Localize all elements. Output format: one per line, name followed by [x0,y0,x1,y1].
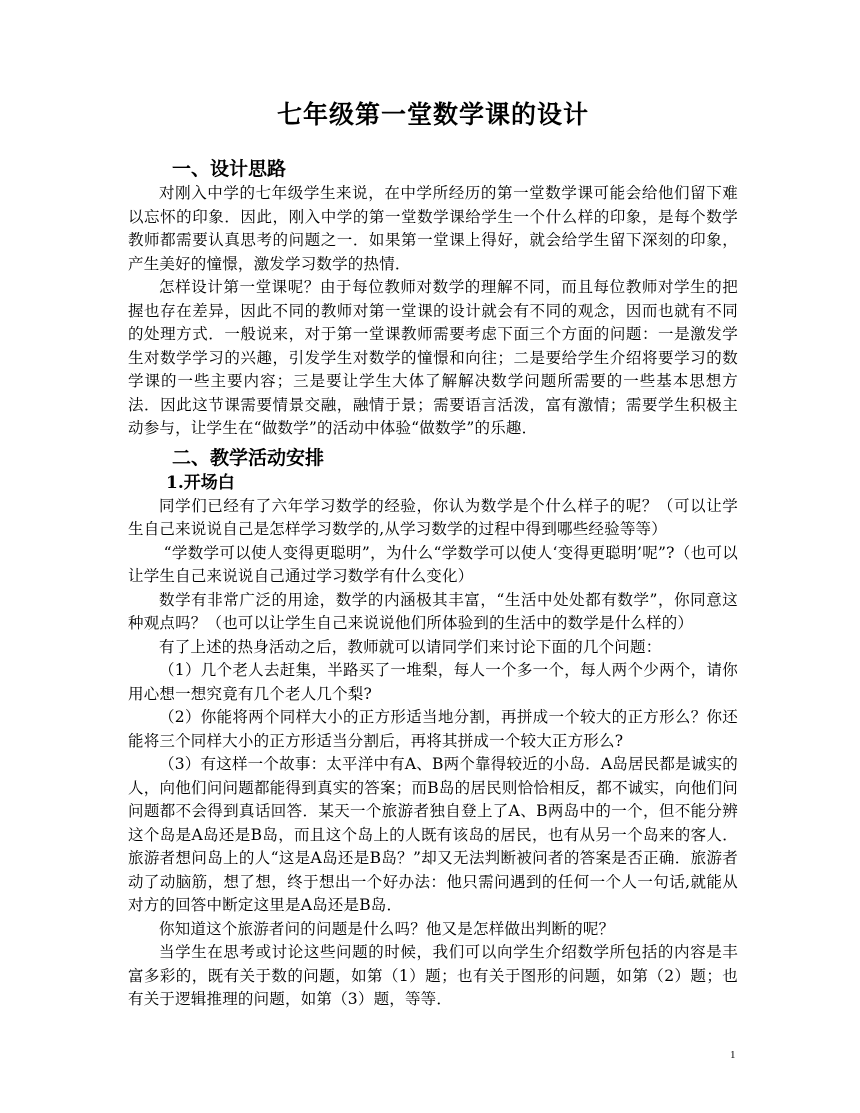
page-number: 1 [730,1049,736,1061]
paragraph: 数学有非常广泛的用途，数学的内涵极其丰富，“生活中处处都有数学”，你同意这种观点吗？（也可以让学生自己来说说他们所体验到的生活中的数学是什么样的） [128,590,738,632]
paragraph: 同学们已经有了六年学习数学的经验，你认为数学是个什么样子的呢？（可以让学生自己来说说自己是怎样学习数学的,从学习数学的过程中得到哪些经验等等） [128,496,738,538]
paragraph: 你知道这个旅游者问的问题是什么吗？他又是怎样做出判断的呢？ [159,919,615,938]
page-content [128,98,738,1012]
subsection-heading-opening: 1.开场白 [166,472,235,493]
question-1: （1）几个老人去赶集，半路买了一堆梨，每人一个多一个，每人两个少两个，请你用心想一想究竟有几个老人几个梨? [128,661,738,703]
question-3: （3）有这样一个故事：太平洋中有A、B两个靠得较近的小岛．A岛居民都是诚实的人，向他们问问题都能得到真实的答案；而B岛的居民则恰恰相反，都不诚实，向他们问问题都不会得到真话回答．某天一个旅游者独自登上了A、B两岛中的一个，但不能分辨这个岛是A岛还是B岛，而且这个岛上的人既有该岛的居民，也有从另一个岛来的客人．旅游者想问岛上的人“这是A岛还是B岛？”却又无法判断被问者的答案是否正确．旅游者动了动脑筋，想了想，终于想出一个好办法：他只需问遇到的任何一个人一句话,就能从对方的回答中断定这里是A岛还是B岛． [128,755,738,914]
paragraph: 当学生在思考或讨论这些问题的时候，我们可以向学生介绍数学所包括的内容是丰富多彩的，既有关于数的问题，如第（1）题；也有关于图形的问题，如第（2）题；也有关于逻辑推理的问题，如第（3）题，等等． [128,943,738,1008]
paragraph: 对刚入中学的七年级学生来说，在中学所经历的第一堂数学课可能会给他们留下难以忘怀的印象．因此，刚入中学的第一堂数学课给学生一个什么样的印象，是每个数学教师都需要认真思考的问题之一．如果第一堂课上得好，就会给学生留下深刻的印象，产生美好的憧憬，激发学习数学的热情． [128,184,738,273]
question-2: （2）你能将两个同样大小的正方形适当地分割，再拼成一个较大的正方形么？你还能将三个同样大小的正方形适当分割后，再将其拼成一个较大正方形么? [128,708,738,750]
paragraph: “学数学可以使人变得更聪明”，为什么“学数学可以使人‘变得更聪明’呢”?（也可以让学生自己来说说自己通过学习数学有什么变化） [128,543,738,585]
paragraph: 怎样设计第一堂课呢？由于每位教师对数学的理解不同，而且每位教师对学生的把握也存在差异，因此不同的教师对第一堂课的设计就会有不同的观念，因而也就有不同的处理方式．一般说来，对于第一堂课教师需要考虑下面三个方面的问题：一是激发学生对数学学习的兴趣，引发学生对数学的憧憬和向往；二是要给学生介绍将要学习的数学课的一些主要内容；三是要让学生大体了解解决数学问题所需要的一些基本思想方法．因此这节课需要情景交融，融情于景；需要语言活泼，富有激情；需要学生积极主动参与，让学生在“做数学”的活动中体验“做数学”的乐趣． [128,278,738,437]
document-title: 七年级第一堂数学课的设计 [276,100,589,129]
paragraph: 有了上述的热身活动之后，教师就可以请同学们来讨论下面的几个问题： [159,637,662,656]
section-heading-design-idea: 一、设计思路 [172,158,287,180]
section-heading-activities: 二、教学活动安排 [172,446,325,469]
